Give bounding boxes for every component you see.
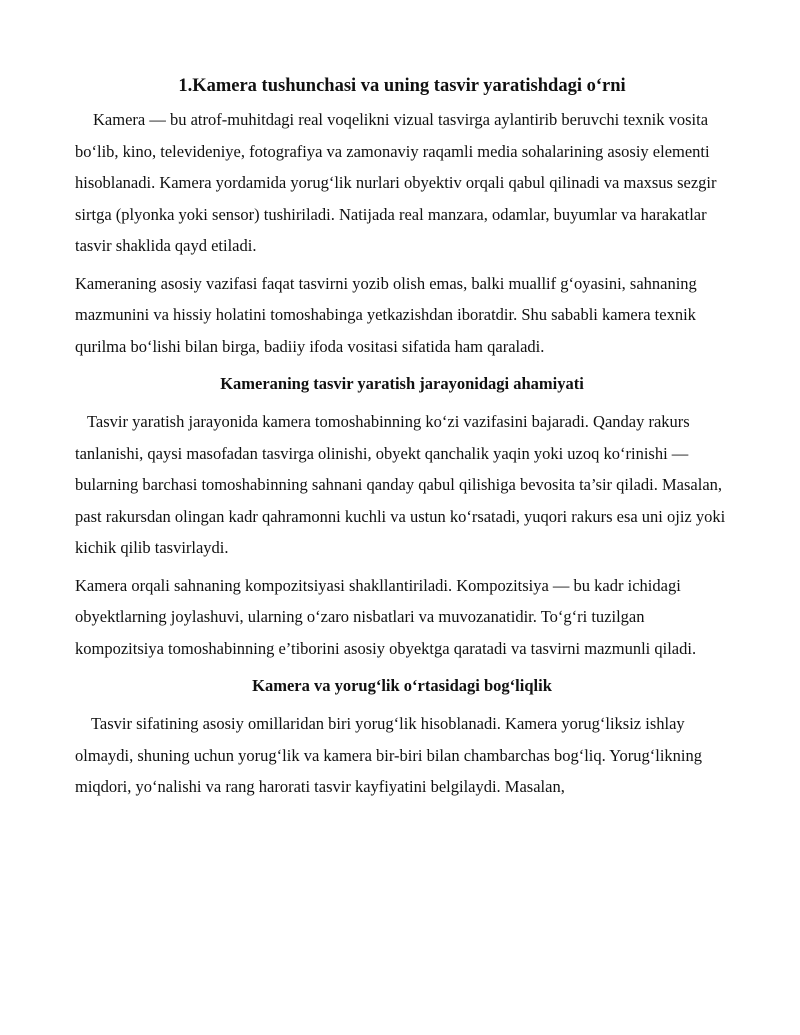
section-heading-importance: Kameraning tasvir yaratish jarayonidagi ahamiyati <box>220 374 584 393</box>
paragraph-camera-definition: Kamera — bu atrof-muhitdagi real voqelikni vizual tasvirga aylantirib beruvchi texnik vosita bo‘lib, kino, televideniye, fotografiya va zamonaviy raqamli media sohalarining asosiy elementi hisoblanadi. Kamera yordamida yorug‘lik nurlari obyektiv orqali qabul qilinadi va maxsus sezgir sirtga (plyonka yoki sensor) tushiriladi. Natijada real manzara, odamlar, buyumlar va harakatlar tasvir shaklida qayd etiladi. <box>75 110 717 255</box>
paragraph-composition: Kamera orqali sahnaning kompozitsiyasi shakllantiriladi. Kompozitsiya — bu kadr ichidagi obyektlarning joylashuvi, ularning o‘zaro nisbatlari va muvozanatidir. To‘g‘ri tuzilgan kompozitsiya tomoshabinning e’tiborini asosiy obyektga qaratadi va tasvirni mazmunli qiladi. <box>75 575 697 658</box>
paragraph-camera-eye: Tasvir yaratish jarayonida kamera tomoshabinning ko‘zi vazifasini bajaradi. Qanday rakurs tanlanishi, qaysi masofadan tasvirga olinishi, obyekt qanchalik yaqin yoki uzoq ko‘rinishi — bularning barchasi tomoshabinning sahnani qanday qabul qilishiga bevosita ta’sir qiladi. Masalan, past rakursdan olingan kadr qahramonni kuchli va ustun ko‘rsatadi, yuqori rakurs esa uni ojiz yoki kichik qilib tasvirlaydi. <box>75 412 726 557</box>
section-heading-light: Kamera va yorug‘lik o‘rtasidagi bog‘liqlik <box>252 676 552 695</box>
paragraph-camera-purpose: Kameraning asosiy vazifasi faqat tasvirni yozib olish emas, balki muallif g‘oyasini, sahnaning mazmunini va hissiy holatini tomoshabinga yetkazishdan iboratdir. Shu sababli kamera texnik qurilma bo‘lishi bilan birga, badiiy ifoda vositasi sifatida ham qaraladi. <box>75 273 697 356</box>
document-title: 1.Kamera tushunchasi va uning tasvir yaratishdagi o‘rni <box>178 76 626 96</box>
paragraph-light: Tasvir sifatining asosiy omillaridan biri yorug‘lik hisoblanadi. Kamera yorug‘liksiz ishlay olmaydi, shuning uchun yorug‘lik va kamera bir-biri bilan chambarchas bog‘liq. Yorug‘likning miqdori, yo‘nalishi va rang harorati tasvir kayfiyatini belgilaydi. Masalan, <box>75 714 703 796</box>
document-page <box>75 70 729 809</box>
